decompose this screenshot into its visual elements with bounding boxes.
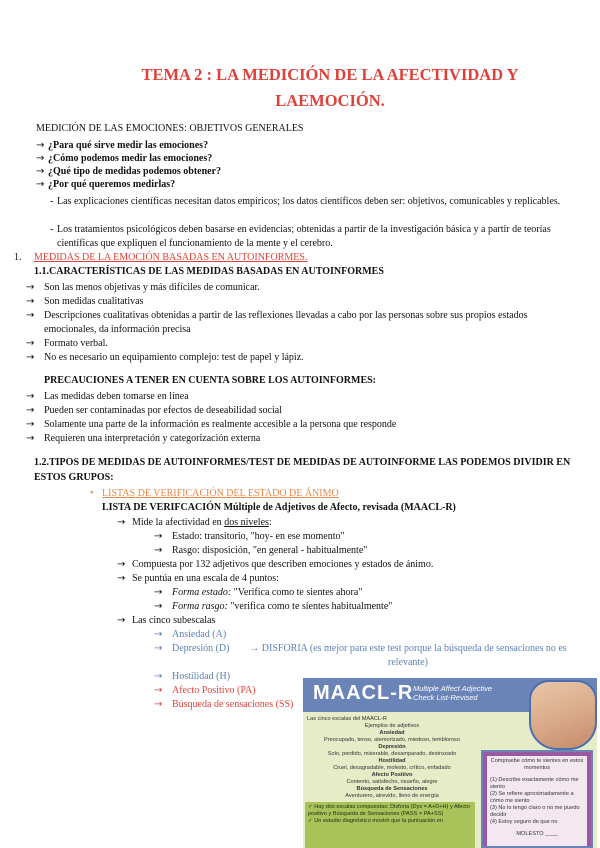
maacl-instruction: (1) Describe exactamente cómo me siento: [490, 777, 579, 790]
maacl-line: Afecto Positivo: [371, 772, 413, 778]
arrow-icon: →: [26, 282, 35, 293]
maacl-line: Preocupado, tenso, atemorizado, miedoso, tembloroso: [324, 737, 460, 743]
maacl-line: Aventurero, atrevido, lleno de energía: [345, 793, 439, 799]
section-number: 1.: [14, 252, 22, 263]
question-item: ¿Qué tipo de medidas podemos obtener?: [48, 166, 222, 177]
arrow-icon: →: [36, 179, 45, 190]
arrow-icon: →: [36, 153, 45, 164]
forma-rasgo: Forma rasgo: "verifica como te sientes habitualmente": [172, 601, 393, 612]
subescalas-label: Las cinco subescalas: [132, 615, 216, 626]
list-item: Las medidas deben tomarse en línea: [44, 391, 189, 402]
arrow-icon: →: [36, 140, 45, 151]
arrow-icon: →: [154, 699, 163, 710]
subescala-hostilidad: Hostilidad (H): [172, 671, 231, 682]
arrow-icon: →: [154, 587, 163, 598]
maacl-instructions: [487, 756, 587, 846]
list-item: Descripciones cualitativas obtenidas a partir de las reflexiones llevadas a cabo por las personas sobre sus propios estados emocionales, da información precisa: [44, 310, 528, 335]
arrow-icon: →: [26, 338, 35, 349]
forma-estado: Forma estado: "Verifica como te sientes ahora": [172, 587, 363, 598]
maacl-logo: MAACL-R: [313, 682, 414, 704]
question-item: ¿Para qué sirve medir las emociones?: [48, 140, 209, 151]
list-item: Son medidas cualitativas: [44, 296, 144, 307]
maacl-note: ✓ Un estudio diagnóstico mostró que la puntuación en: [308, 818, 443, 824]
maacl-line: Las cinco escalas del MAACL-R: [307, 716, 387, 722]
list-item: Pueden ser contaminadas por efectos de deseabilidad social: [44, 405, 282, 416]
maacl-figure: [303, 678, 597, 848]
maacl-subtitle: Multiple Affect Adjective Check List-Revised: [413, 684, 493, 702]
dash-marker: -: [50, 224, 54, 235]
intro-heading: MEDICIÓN DE LAS EMOCIONES: OBJETIVOS GENERALES: [36, 123, 304, 134]
arrow-icon: →: [117, 615, 126, 626]
list-item: Requieren una interpretación y categorización externa: [44, 433, 261, 444]
list-item: Son las menos objetivas y más difíciles de comunicar.: [44, 282, 260, 293]
subescala-depresion: Depresión (D): [172, 643, 230, 654]
arrow-icon: →: [154, 643, 163, 654]
arrow-icon: →: [154, 545, 163, 556]
face-illustration: [529, 680, 597, 750]
arrow-icon: →: [26, 352, 35, 363]
list-item: No es necesario un equipamiento complejo: test de papel y lápiz.: [44, 352, 304, 363]
maacl-instruction: Compruebe cómo te sientes en estos momentos: [490, 758, 584, 771]
question-item: ¿Por qué queremos medirlas?: [48, 179, 176, 190]
precautions-heading: PRECAUCIONES A TENER EN CUENTA SOBRE LOS AUTOINFORMES:: [44, 375, 377, 386]
arrow-icon: →: [36, 166, 45, 177]
nivel-item: Estado: transitorio, "hoy- en ese momento": [172, 531, 345, 542]
arrow-icon: →: [154, 601, 163, 612]
maacl-instructions-panel: [481, 750, 593, 848]
subescala-busqueda: Búsqueda de sensaciones (SS): [172, 699, 294, 710]
maacl-note: ✓ Hay dos escalas compuestas: Disforia (Dys = A+D+H) y Afecto positivo y Búsqueda de Sensaciones (PASS = PA+SS): [308, 804, 470, 817]
maacl-instruction: (3) No lo tengo claro o no me puedo decidir: [490, 805, 580, 818]
question-item: ¿Cómo podemos medir las emociones?: [48, 153, 213, 164]
list-title: LISTA DE VERIFCACIÓN Múltiple de Adjetivos de Afecto, revisada (MAACL-R): [102, 502, 456, 513]
list-item: Formato verbal.: [44, 338, 108, 349]
subescala-ansiedad: Ansiedad (A): [172, 629, 227, 640]
maacl-instruction: MOLESTO ____: [516, 831, 558, 837]
nivel-item: Rasgo: disposición, "en general - habitualmente": [172, 545, 368, 556]
dash-marker: -: [50, 196, 54, 207]
bullet-dot: •: [90, 488, 94, 499]
arrow-icon: →: [154, 671, 163, 682]
arrow-icon: →: [117, 559, 126, 570]
maacl-instruction: (4) Estoy seguro de que no: [490, 819, 558, 825]
puntua-line: Se puntúa en una escala de 4 puntos:: [132, 573, 279, 584]
subsection-heading: 1.1.CARACTERÍSTICAS DE LAS MEDIDAS BASADAS EN AUTOINFORMES: [34, 266, 384, 277]
maacl-instruction: (2) Se refiere aproximadamente a cómo me siento: [490, 791, 574, 804]
section-heading: MEDIDAS DE LA EMOCIÓN BASADAS EN AUTOINFORMES.: [34, 252, 308, 263]
list-item: Solamente una parte de la información es realmente accesible a la persona que responde: [44, 419, 397, 430]
note-item: Las explicaciones científicas necesitan datos empíricos; los datos científicos deben ser: objetivos, comunicables y replicables.: [57, 196, 561, 207]
arrow-icon: →: [26, 405, 35, 416]
arrow-icon: →: [154, 531, 163, 542]
arrow-icon: →: [117, 517, 126, 528]
maacl-line: Ejemplos de adjetivos: [364, 723, 420, 729]
maacl-line: Ansiedad: [379, 730, 405, 736]
note-item: Los tratamientos psicológicos deben basarse en evidencias; obtenidas a partir de la investigación básica y a partir de teorías científicas que expliquen el funcionamiento de la mente y el cerebro.: [57, 224, 551, 249]
page-title: TEMA 2 : LA MEDICIÓN DE LA AFECTIVIDAD Y LAEMOCIÓN.: [141, 65, 519, 110]
maacl-line: Hostilidad: [378, 758, 406, 764]
maacl-line: Depresión: [378, 744, 406, 750]
arrow-icon: →: [26, 391, 35, 402]
maacl-line: Contento, satisfecho, risueño, alegre: [346, 779, 438, 785]
maacl-line: Solo, perdido, miserable, desamparado, destrozado: [327, 751, 457, 757]
compuesta-line: Compuesta por 132 adjetivos que describen emociones y estados de ánimo.: [132, 559, 434, 570]
arrow-icon: →: [117, 573, 126, 584]
arrow-icon: →: [26, 433, 35, 444]
maacl-line: Búsqueda de Sensaciones: [356, 786, 428, 792]
maacl-notes-panel: [305, 802, 475, 848]
arrow-icon: →: [26, 310, 35, 321]
arrow-icon: →: [154, 685, 163, 696]
arrow-icon: →: [26, 419, 35, 430]
bullet-label: LISTAS DE VERIFICACIÓN DEL ESTADO DE ÁNIMO: [102, 488, 339, 499]
maacl-line: Cruel, desagradable, molesto, crítico, enfadado: [333, 765, 451, 771]
subsection-heading: 1.2.TIPOS DE MEDIDAS DE AUTOINFORMES/TEST DE MEDIDAS DE AUTOINFORME LAS PODEMOS DIVIDIR EN ESTOS GRUPOS:: [34, 457, 571, 483]
disforia-note: → DISFORIA (es mejor para este test porque la búsqueda de sensaciones no es relevante): [249, 643, 567, 668]
arrow-icon: →: [154, 629, 163, 640]
subescala-afecto-positivo: Afecto Positivo (PA): [172, 685, 256, 696]
arrow-icon: →: [26, 296, 35, 307]
mide-line: Mide la afectividad en dos niveles:: [132, 517, 272, 528]
